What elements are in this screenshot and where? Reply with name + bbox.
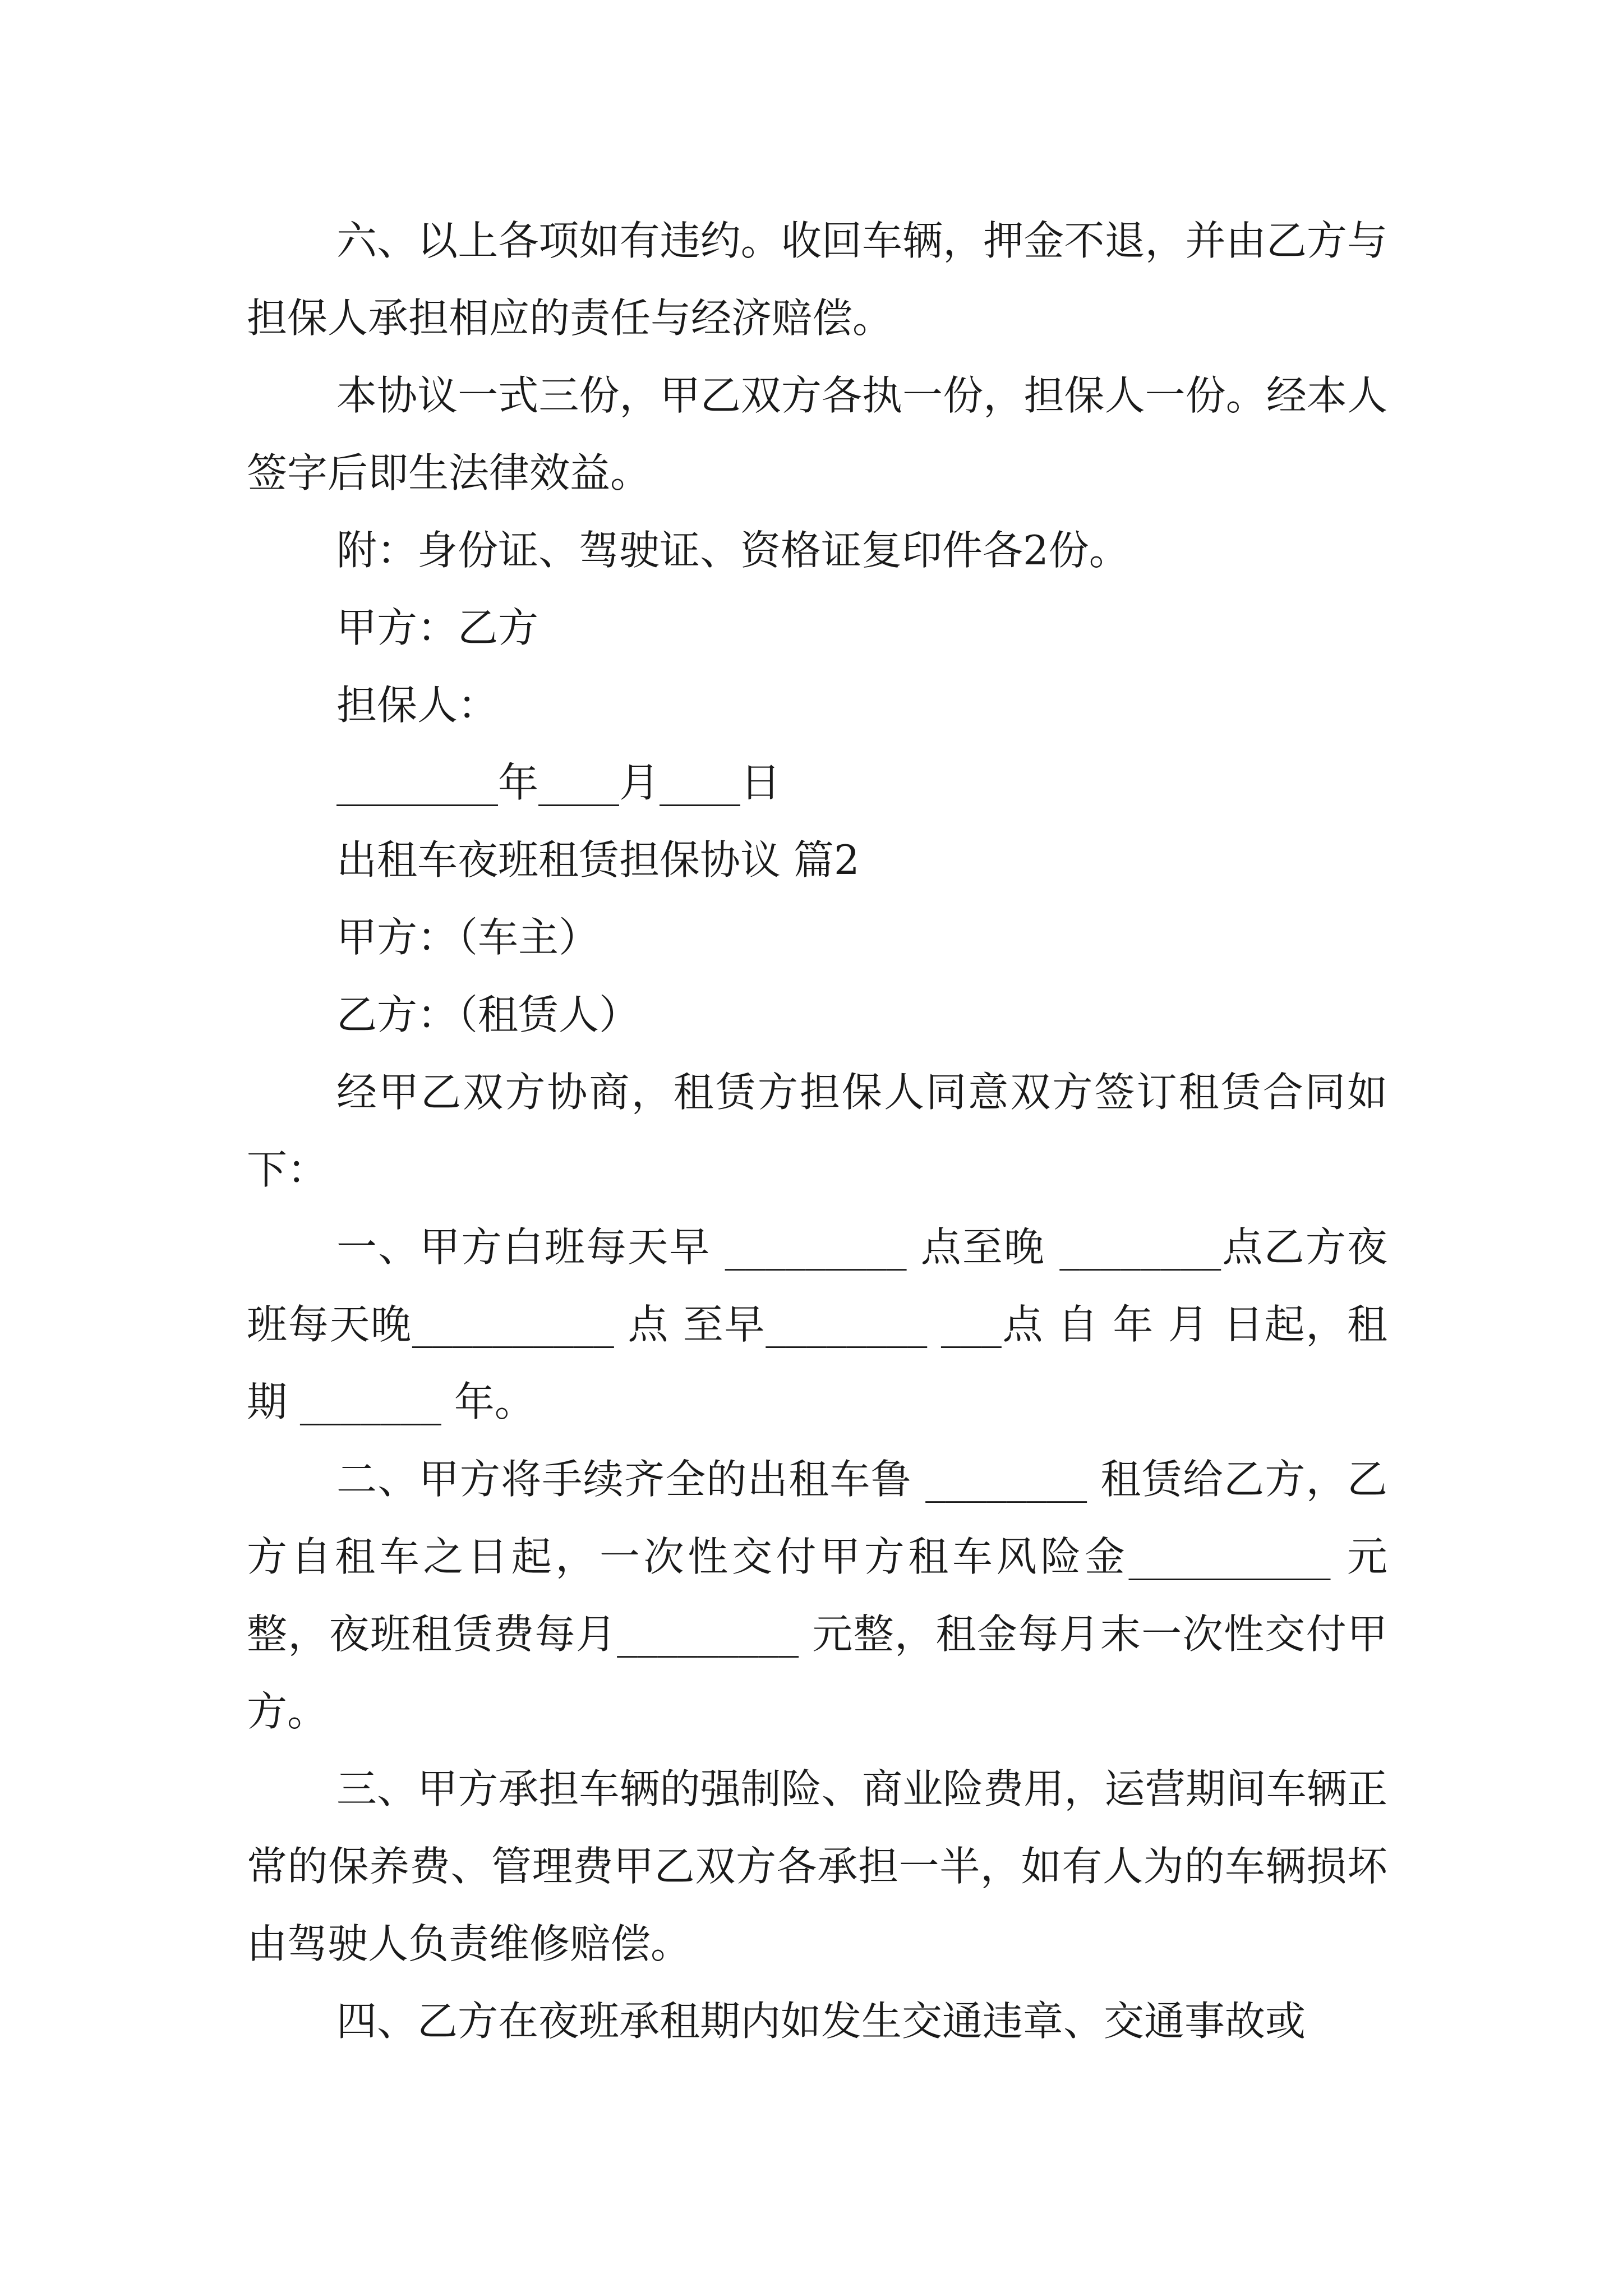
party-a: 甲方：（车主） <box>336 914 600 961</box>
clause-3-insurance: 三、甲方承担车辆的强制险、商业险费用，运营期间车辆正常的保养费、管理费甲乙双方各承担一半，如有人为的车辆损坏由驾驶人负责维修赔偿。 <box>247 1765 1387 1967</box>
clause-1-hours: 一、甲方白班每天早 _________ 点至晚 ________点乙方夜班每天晚__________ 点 至早________ ___点 自 年 月 日起，租期 _______ 年。 <box>247 1223 1387 1425</box>
section-title: 出租车夜班租赁担保协议 篇2 <box>336 836 860 884</box>
signature-guarantor: 担保人： <box>336 682 499 729</box>
clause-4-violations: 四、乙方在夜班承租期内如发生交通违章、交通事故或 <box>336 1998 1306 2045</box>
signature-parties: 甲方：乙方 <box>336 604 539 651</box>
party-b: 乙方：（租赁人） <box>336 991 640 1038</box>
document-body <box>247 202 1387 2060</box>
paragraph-violation: 六、以上各项如有违约。收回车辆，押金不退，并由乙方与担保人承担相应的责任与经济赔偿。 <box>247 217 1387 342</box>
clause-2-payment: 二、甲方将手续齐全的出租车鲁 ________ 租赁给乙方，乙方自租车之日起，一次性交付甲方租车风险金__________ 元整，夜班租赁费每月_________ 元整，租金每月末一次性交付甲方。 <box>247 1456 1387 1735</box>
paragraph-copies: 本协议一式三份，甲乙双方各执一份，担保人一份。经本人签字后即生法律效益。 <box>247 372 1387 496</box>
signature-date: ________年____月____日 <box>336 759 781 806</box>
paragraph-preamble: 经甲乙双方协商，租赁方担保人同意双方签订租赁合同如下： <box>247 1069 1387 1193</box>
paragraph-attachments: 附：身份证、驾驶证、资格证复印件各2份。 <box>336 527 1129 574</box>
